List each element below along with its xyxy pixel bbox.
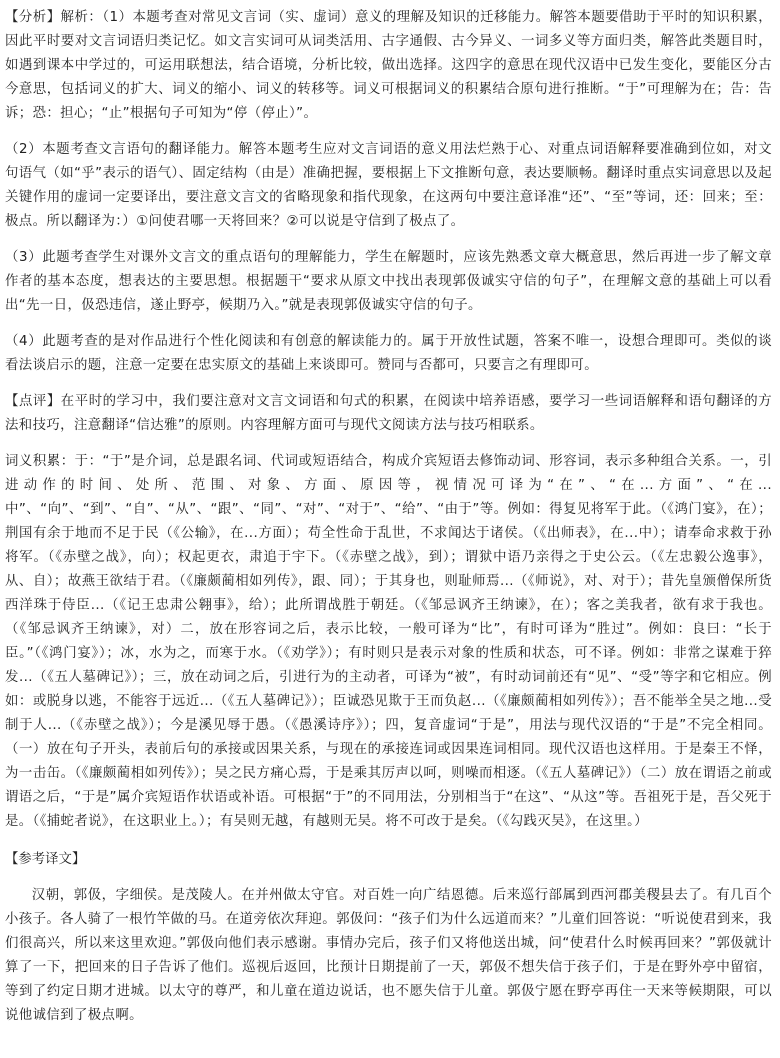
- spacer: [5, 872, 772, 884]
- spacer: [5, 834, 772, 848]
- analysis-paragraph-3: （3）此题考查学生对课外文言文的重点语句的理解能力，学生在解题时，应该先熟悉文章大概意思，然后再进一步了解文章作者的基本态度，想表达的主要思想。根据题干“要求从原文中找出表现郭伋诚实守信的句子”，在理解文意的基础上可以看出“先一日，伋恐违信，遂止野亭，候期乃入。”就是表现郭伋诚实守信的句子。: [5, 250, 772, 313]
- spacer: [5, 318, 772, 330]
- translation-heading: 【参考译文】: [5, 852, 86, 867]
- comment-label: 【点评】: [5, 394, 61, 409]
- spacer: [5, 234, 772, 246]
- spacer: [5, 378, 772, 390]
- spacer: [5, 438, 772, 450]
- analysis-paragraph-4: （4）此题考查的是对作品进行个性化阅读和有创意的解读能力的。属于开放性试题，答案不唯一，设想合理即可。类似的谈看法谈启示的题，注意一定要在忠实原文的基础上来谈即可。赞同与否都可，只要言之有理即可。: [5, 334, 772, 373]
- vocab-paragraph: 词义积累：于：“于”是介词，总是跟名词、代词或短语结合，构成介宾短语去修饰动词、形容词，表示多种组合关系。一，引进动作的时间、处所、范围、对象、方面、原因等，视情况可译为“在”、“在...方面”、“在...中”、“向”、“到”、“自”、“从”、“跟”、“同”、“对”、“对于”、“给”、“由于”等。例如：得复见将军于此。（《鸿门宴》，在）；荆国有余于地而不足于民（《公输》，在...方面）；苟全性命于乱世，不求闻达于诸侯。（《出师表》，在...中）；请奉命求救于孙将军。（《赤壁之战》，向）；权起更衣，肃追于宇下。（《赤壁之战》，到）；谓狱中语乃亲得之于史公云。（《左忠毅公逸事》，从、自）；故燕王欲结于君。（《廉颇蔺相如列传》，跟、同）；于其身也，则耻师焉...（《师说》，对、对于）；昔先皇颁僧保所货西洋珠于侍臣...（《记王忠肃公翱事》，给）；此所谓战胜于朝廷。（《邹忌讽齐王纳谏》，在）；客之美我者，欲有求于我也。（《邹忌讽齐王纳谏》，对）二，放在形容词之后，表示比较，一般可译为“比”，有时可译为“胜过”。例如：良曰：“长于臣。”（《鸿门宴》）；冰，水为之，而寒于水。（《劝学》）；有时则只是表示对象的性质和状态，可不译。例如：非常之谋难于猝发...（《五人墓碑记》）；三，放在动词之后，引进行为的主动者，可译为“被”，有时动词前还有“见”、“受”等字和它相应。例如：或脱身以逃，不能容于远近...（《五人墓碑记》）；臣诚恐见欺于王而负赵...（《廉颇蔺相如列传》）；吾不能举全吴之地...受制于人...（《赤壁之战》）；今是溪见辱于愚。（《愚溪诗序》）；四，复音虚词“于是”，用法与现代汉语的“于是”不完全相同。（一）放在句子开头，表前后句的承接或因果关系，与现在的承接连词或因果连词相同。现代汉语也这样用。于是秦王不怿，为一击缶。（《廉颇蔺相如列传》）；吴之民方痛心焉，于是乘其厉声以呵，则噪而相逐。（《五人墓碑记》）（二）放在谓语之前或谓语之后，“于是”属介宾短语作状语或补语。可根据“于”的不同用法，分别相当于“在这”、“从这”等。吾祖死于是，吾父死于是。（《捕蛇者说》，在这职业上。）；有吴则无越，有越则无吴。将不可改于是矣。（《勾践灭吴》，在这里。）: [5, 454, 772, 829]
- analysis-text-1: 解析：（1）本题考查对常见文言词（实、虚词）意义的理解及知识的迁移能力。解答本题要借助于平时的知识积累，因此平时要对文言词语归类记忆。如文言实词可从词类活用、古字通假、古今异义、一词多义等方面归类，解答此类题目时，如遇到课本中学过的，可运用联想法，结合语境，分析比较，做出选择。这四字的意思在现代汉语中已发生变化，要能区分古今意思，包括词义的扩大、词义的缩小、词义的转移等。词义可根据词义的积累结合原句进行推断。“于”可理解为在；告：告诉；恐：担心；“止”根据句子可知为“停（停止）”。: [5, 10, 772, 121]
- spacer: [5, 126, 772, 138]
- translation-paragraph: 汉朝，郭伋，字细侯。是茂陵人。在并州做太守官。对百姓一向广结恩德。后来巡行部属到西河郡美稷县去了。有几百个小孩子。各人骑了一根竹竿做的马。在道旁依次拜迎。郭伋问：“孩子们为什么远道而来？”儿童们回答说：“听说使君到来，我们很高兴，所以来这里欢迎。”郭伋向他们表示感谢。事情办完后，孩子们又将他送出城，问“使君什么时候再回来？”郭伋就计算了一下，把回来的日子告诉了他们。巡视后返回，比预计日期提前了一天，郭伋不想失信于孩子们，于是在野外亭中留宿，等到了约定日期才进城。以太守的尊严，和儿童在道边说话，也不愿失信于儿童。郭伋宁愿在野亭再住一天来等候期限，可以说他诚信到了极点啊。: [5, 888, 772, 1023]
- analysis-paragraph-2: （2）本题考查文言语句的翻译能力。解答本题考生应对文言词语的意义用法烂熟于心、对重点词语解释要准确到位如，对文句语气（如“乎”表示的语气）、固定结构（由是）准确把握，要根据上下文推断句意，表达要顺畅。翻译时重点实词意思以及起关键作用的虚词一定要译出，要注意文言文的省略现象和指代现象，在这两句中要注意译准“还”、“至”等词，还：回来；至：极点。所以翻译为：）①问使君哪一天将回来？②可以说是守信到了极点了。: [5, 142, 772, 229]
- analysis-label: 【分析】: [5, 10, 61, 25]
- comment-text: 在平时的学习中，我们要注意对文言文词语和句式的积累，在阅读中培养语感，要学习一些词语解释和语句翻译的方法和技巧，注意翻译“信达雅”的原则。内容理解方面可与现代文阅读方法与技巧相联系。: [5, 394, 772, 433]
- comment-paragraph: [5, 390, 772, 438]
- analysis-paragraph-1: [5, 6, 772, 126]
